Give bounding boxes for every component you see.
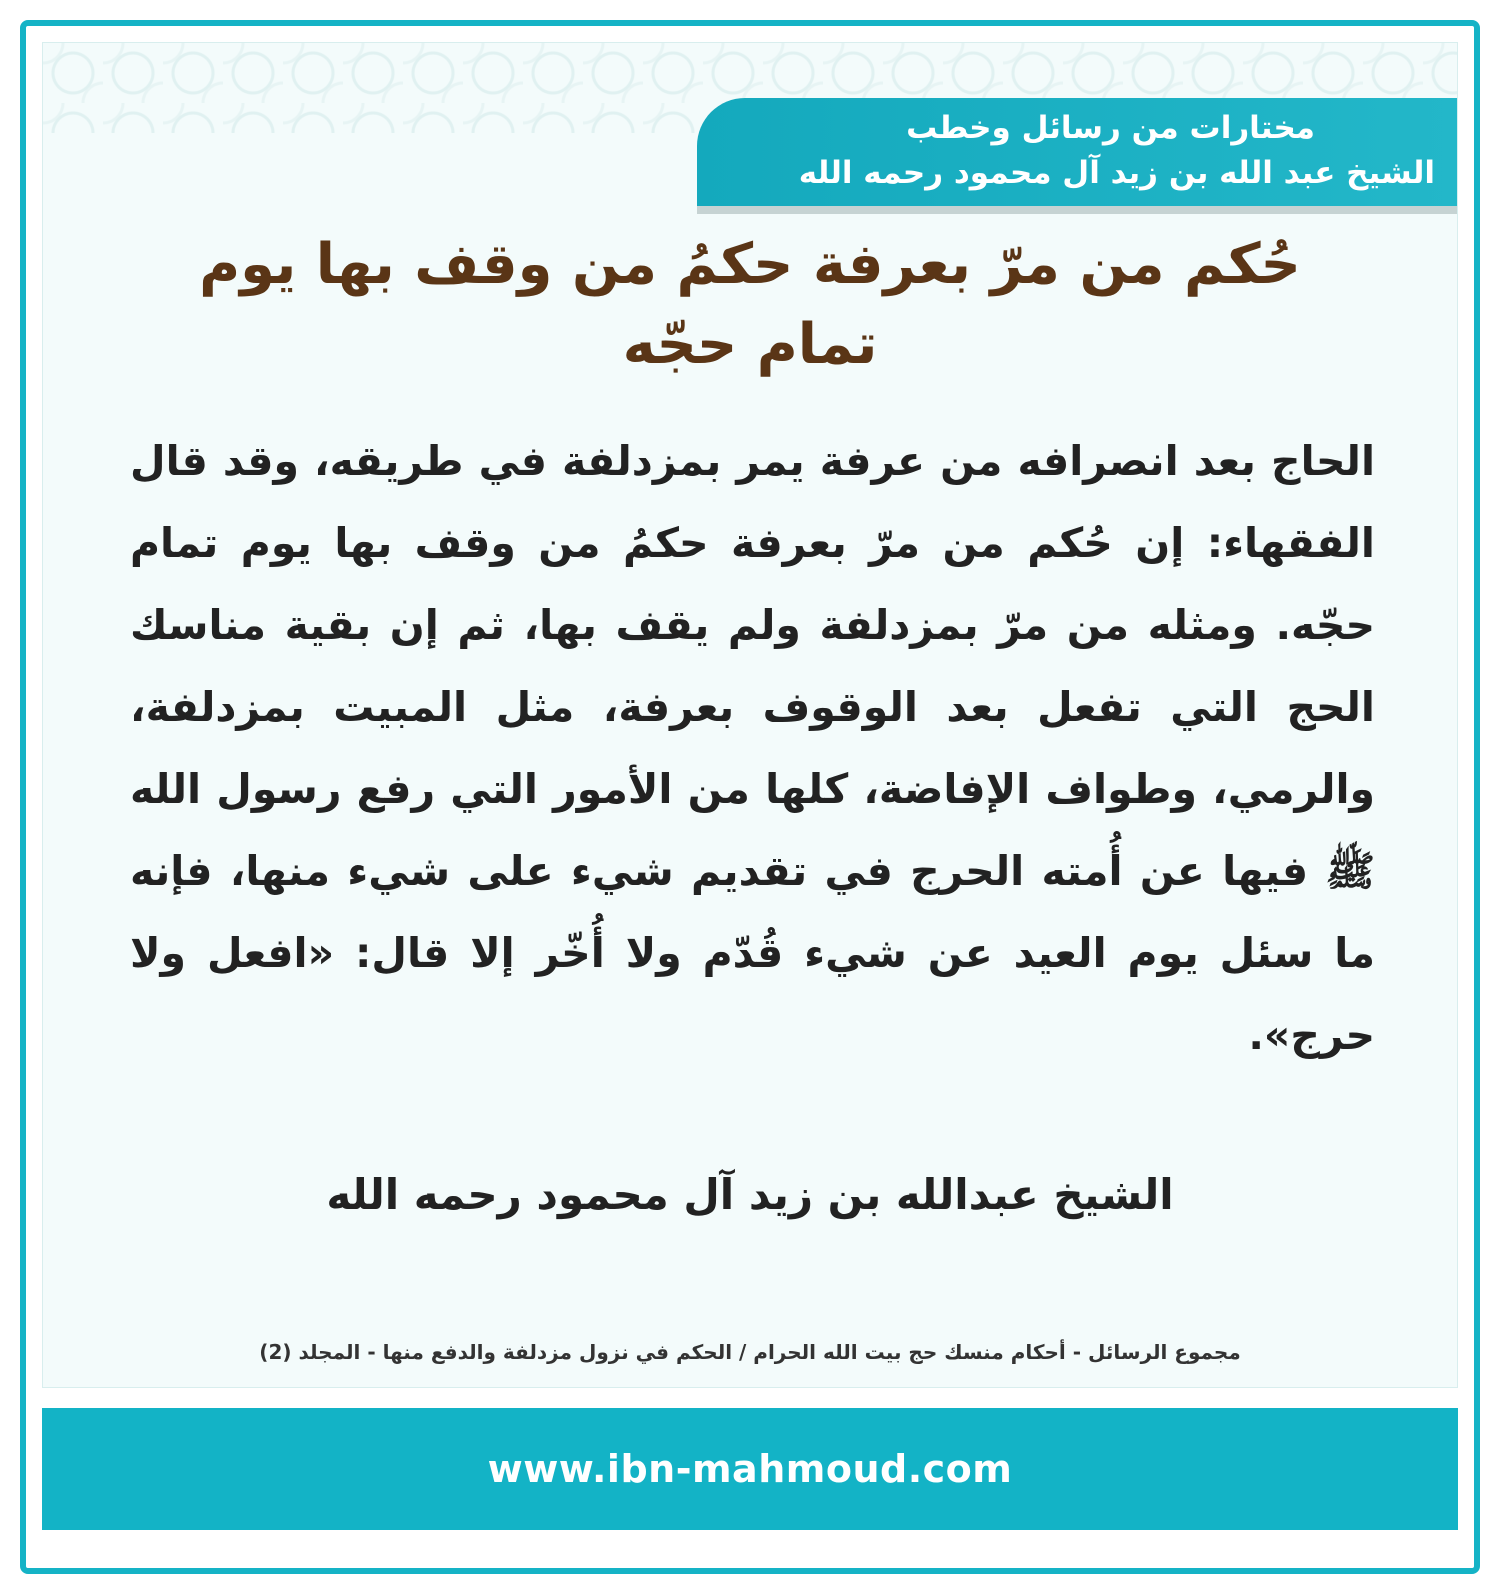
author-attribution: الشيخ عبدالله بن زيد آل محمود رحمه الله — [326, 1170, 1174, 1219]
source-citation: مجموع الرسائل - أحكام منسك حج بيت الله الحرام / الحكم في نزول مزدلفة والدفع منها - المجلد (2) — [259, 1340, 1241, 1364]
series-title: مختارات من رسائل وخطب — [906, 110, 1315, 146]
body-paragraph: الحاج بعد انصرافه من عرفة يمر بمزدلفة في طريقه، وقد قال الفقهاء: إن حُكم من مرّ بعرفة حكمُ من وقف بها يوم تمام حجّه. ومثله من مرّ بمزدلفة ولم يقف بها، ثم إن بقية مناسك الحج التي تفعل بعد الوقوف بعرفة، مثل المبيت بمزدلفة، والرمي، وطواف الإفاضة، كلها من الأمور التي رفع رسول الله ﷺ فيها عن أُمته الحرج في تقديم شيء على شيء منها، فإنه ما سئل يوم العيد عن شيء قُدّم ولا أُخّر إلا قال: «افعل ولا حرج». — [130, 437, 1375, 1059]
page-title: حُكم من مرّ بعرفة حكمُ من وقف بها يوم تمام حجّه — [199, 232, 1301, 377]
footer-bar — [42, 1408, 1458, 1530]
series-author: الشيخ عبد الله بن زيد آل محمود رحمه الله — [798, 155, 1435, 191]
website-link[interactable]: www.ibn-mahmoud.com — [487, 1447, 1013, 1491]
header-ribbon — [697, 98, 1457, 206]
